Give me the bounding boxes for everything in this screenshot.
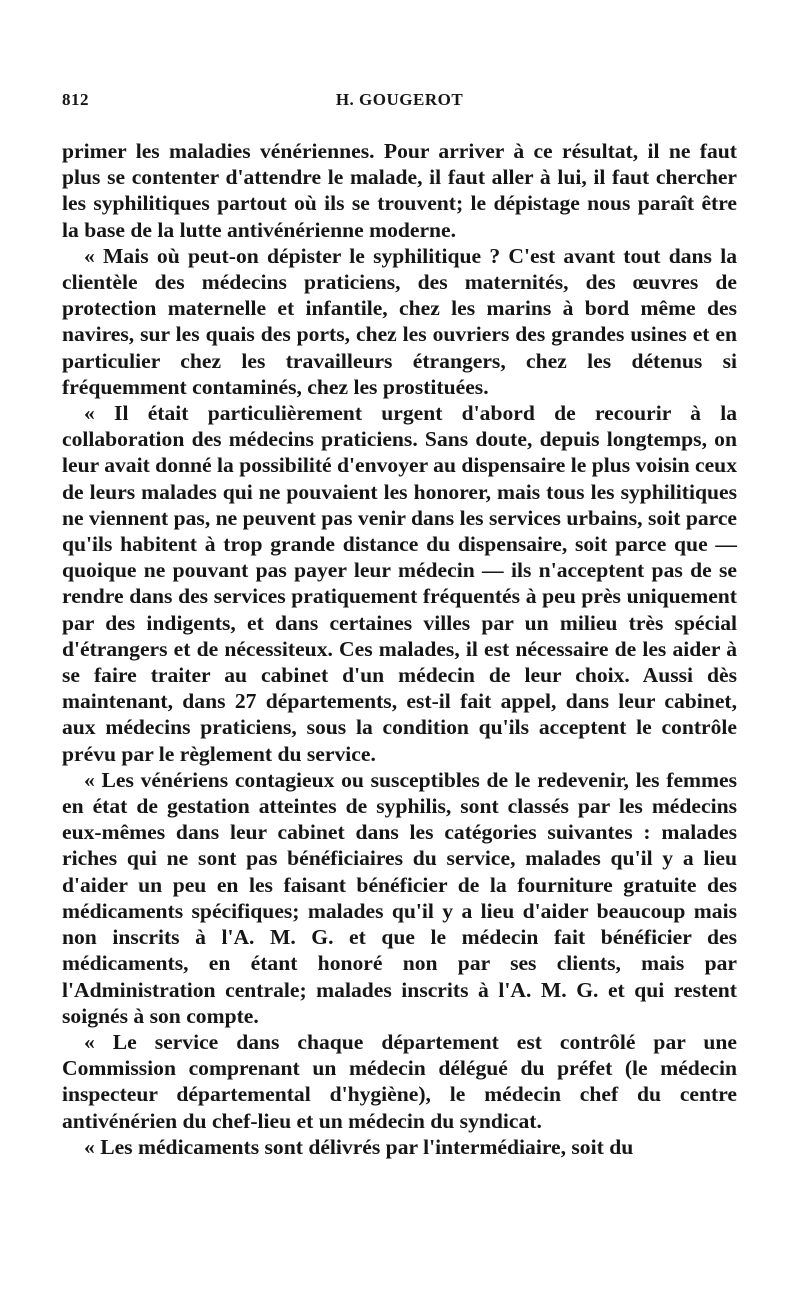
paragraph-quote-commission: « Le service dans chaque département est contrôlé par une Commission comprenant un médecin délégué du préfet (le médecin inspecteur départemental d'hygiène), le médecin chef du centre antivénérien du chef-lieu et un médecin du syndicat. [62, 1029, 737, 1133]
book-page [62, 88, 737, 1160]
paragraph-quote-practitioners: « Il était particulièrement urgent d'abord de recourir à la collaboration des médecins praticiens. Sans doute, depuis longtemps, on leur avait donné la possibilité d'envoyer au dispensaire le plus voisin ceux de leurs malades qui ne pouvaient les honorer, mais tous les syphilitiques ne viennent pas, ne peuvent pas venir dans les services urbains, soit parce qu'ils habitent à trop grande distance du dispensaire, soit parce que — quoique ne pouvant pas payer leur médecin — ils n'acceptent pas de se rendre dans des services pratiquement fréquentés à peu près uniquement par des indigents, et dans certaines villes par un milieu très spécial d'étrangers et de nécessiteux. Ces malades, il est nécessaire de les aider à se faire traiter au cabinet d'un médecin de leur choix. Aussi dès maintenant, dans 27 départements, est-il fait appel, dans leur cabinet, aux médecins praticiens, sous la condition qu'ils acceptent le contrôle prévu par le règlement du service. [62, 401, 737, 766]
paragraph-continued: primer les maladies vénériennes. Pour arriver à ce résultat, il ne faut plus se contenter d'attendre le malade, il faut aller à lui, il faut chercher les syphilitiques partout où ils se trouvent; le dépistage nous paraît être la base de la lutte antivénérienne moderne. [62, 139, 737, 242]
paragraph-quote-where-to-screen: « Mais où peut-on dépister le syphilitique ? C'est avant tout dans la clientèle des médecins praticiens, des maternités, des œuvres de protection maternelle et infantile, chez les marins à bord même des navires, sur les quais des ports, chez les ouvriers des grandes usines et en particulier chez les travailleurs étrangers, chez les détenus si fréquemment contaminés, chez les prostituées. [62, 243, 737, 399]
paragraph-quote-medications: « Les médicaments sont délivrés par l'intermédiaire, soit du [84, 1134, 634, 1159]
running-head [62, 88, 737, 116]
running-head-author: H. GOUGEROT [335, 90, 464, 109]
paragraph-quote-patient-categories: « Les vénériens contagieux ou susceptibles de le redevenir, les femmes en état de gestation atteintes de syphilis, sont classés par les médecins eux-mêmes dans leur cabinet dans les catégories suivantes : malades riches qui ne sont pas bénéficiaires du service, malades qu'il y a lieu d'aider un peu en les faisant bénéficier de la fourniture gratuite des médicaments spécifiques; malades qu'il y a lieu d'aider beaucoup mais non inscrits à l'A. M. G. et que le médecin fait bénéficier des médicaments, en étant honoré non par ses clients, mais par l'Administration centrale; malades inscrits à l'A. M. G. et qui restent soignés à son compte. [62, 767, 737, 1028]
body-text [62, 138, 737, 1160]
page-number: 812 [62, 90, 89, 109]
